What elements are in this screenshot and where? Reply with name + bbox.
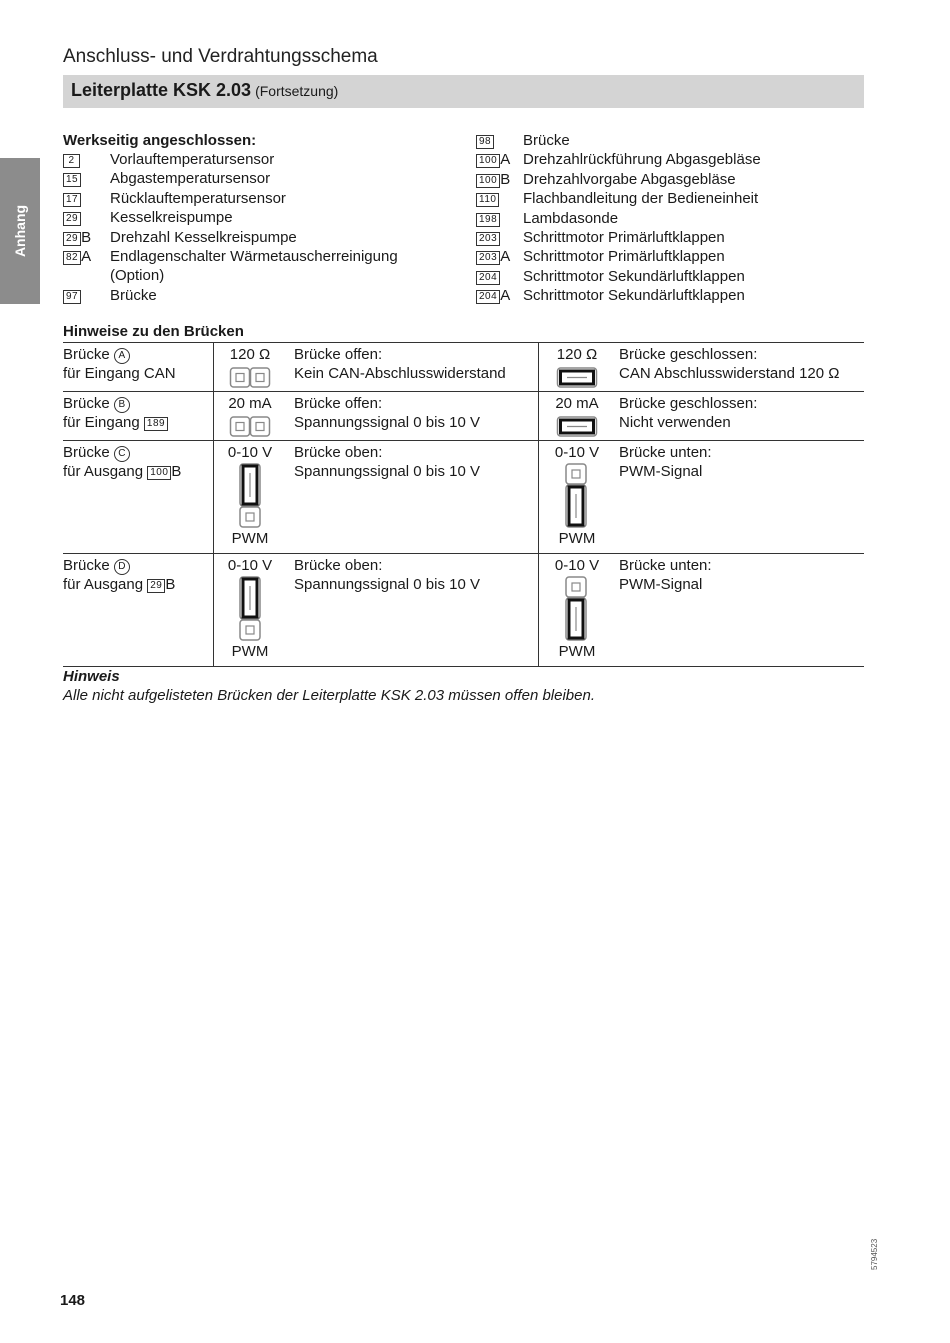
terminal-code: 97 [63,290,81,304]
table-row [63,553,864,667]
bridge-label [63,394,168,433]
bridge-name: Brücke [63,346,110,363]
terminal-code: 203 [476,232,500,246]
terminal-code: 110 [476,193,499,207]
list-item [63,266,473,285]
bridge-text-bottom: Brücke unten: PWM-Signal [619,557,712,594]
bridges-title: Hinweise zu den Brücken [63,323,244,340]
list-item [63,208,473,227]
bridge-name: Brücke [63,557,110,574]
list-item [63,247,473,266]
bridge-letter: A [114,348,130,364]
list-item-label: Rücklauftemperatursensor [110,189,286,207]
side-tab-label: Anhang [12,204,28,258]
jumper-bottom-icon [565,463,589,529]
list-item [476,267,876,286]
terminal-suffix: B [81,228,92,246]
list-item-label: Drehzahlrückführung Abgasgebläse [523,151,761,169]
list-item [63,286,473,305]
list-item [476,170,876,189]
bridge-letter: B [114,397,130,413]
jumper-open-icon [230,416,272,438]
bridge-label [63,556,175,595]
list-item [476,286,876,305]
bridge-value-bottom: 0-10 V [554,444,600,461]
list-item-label: Schrittmotor Sekundärluftklappen [523,267,745,285]
terminal-code: 17 [63,193,81,207]
bridges-table [63,342,864,667]
terminal-code: 198 [476,213,500,227]
terminal-code: 29 [63,212,81,226]
bridge-value-closed: 20 mA [555,395,599,412]
terminal-code: 15 [63,173,81,187]
bridge-purpose: für Eingang [63,414,140,432]
bridge-name: Brücke [63,444,110,461]
page-title: Anschluss- und Verdrahtungsschema [63,46,378,67]
bridge-value-top: 0-10 V [227,444,273,461]
terminal-code: 204 [476,271,500,285]
terminal-code: 203 [476,251,500,265]
list-item [476,150,876,169]
bridge-label [63,345,176,384]
bridge-letter: C [114,446,130,462]
terminal-code: 189 [144,417,168,431]
list-item [476,247,876,266]
list-item-label: Schrittmotor Sekundärluftklappen [523,287,745,305]
terminal-suffix: B [165,576,176,594]
terminal-code: 100 [476,174,500,188]
terminal-code: 29 [63,232,81,246]
section-title-note: (Fortsetzung) [255,83,339,99]
list-item-label: Lambdasonde [523,209,619,227]
bridge-label [63,443,181,482]
terminal-code: 2 [63,154,80,168]
bridge-purpose: für Ausgang [63,576,144,594]
list-item [476,131,876,150]
list-item [476,228,876,247]
list-item [63,150,473,169]
jumper-top-icon [239,576,263,642]
terminal-suffix: B [500,170,511,188]
list-item-label: Schrittmotor Primärluftklappen [523,229,725,247]
terminal-code: 82 [63,251,81,265]
bridge-text-bottom: Brücke unten: PWM-Signal [619,444,712,481]
terminal-code: 98 [476,135,494,149]
pwm-label: PWM [558,643,596,660]
bridge-value-top: 0-10 V [227,557,273,574]
table-row [63,342,864,391]
section-title-bar [63,75,864,108]
terminal-code: 29 [147,579,165,593]
list-item [476,189,876,208]
terminal-suffix: A [81,248,92,266]
bridge-text-top: Brücke oben: Spannungssignal 0 bis 10 V [294,557,480,594]
list-item-label: Endlagenschalter Wärmetauscherreinigung [110,248,398,266]
pwm-label: PWM [231,643,269,660]
terminal-suffix: A [500,287,511,305]
list-item-label: Brücke [523,132,570,149]
list-item [63,169,473,188]
section-title-main: Leiterplatte KSK 2.03 [71,80,252,100]
section-title [71,80,338,101]
bridge-text-top: Brücke oben: Spannungssignal 0 bis 10 V [294,444,480,481]
list-item-label: Kesselkreispumpe [110,209,233,227]
terminal-code: 100 [147,466,171,480]
terminal-code: 204 [476,290,500,304]
terminal-suffix: A [500,151,511,169]
list-item [476,209,876,228]
list-item-label: Flachbandleitung der Bedieneinheit [523,190,759,208]
pwm-label: PWM [558,530,596,547]
list-item-label: Drehzahl Kesselkreispumpe [110,228,297,246]
bridge-name: Brücke [63,395,110,412]
jumper-open-icon [230,367,272,389]
bridge-value-bottom: 0-10 V [554,557,600,574]
list-item-label: Abgastemperatursensor [110,170,271,188]
list-item-label: Brücke [110,286,157,304]
bridge-purpose: für Ausgang [63,463,144,481]
side-tab [0,158,40,304]
list-item [63,228,473,247]
jumper-closed-icon [557,416,599,438]
jumper-top-icon [239,463,263,529]
bridge-value-open: 120 Ω [229,346,271,363]
terminal-code: 100 [476,154,500,168]
bridge-value-open: 20 mA [228,395,272,412]
list-item-label: Schrittmotor Primärluftklappen [523,248,725,266]
factory-heading: Werkseitig angeschlossen: [63,132,257,149]
bridge-letter: D [114,559,130,575]
terminal-suffix: B [171,463,182,481]
table-row [63,391,864,440]
hint-text: Alle nicht aufgelisteten Brücken der Leiterplatte KSK 2.03 müssen offen bleiben. [63,687,595,704]
pwm-label: PWM [231,530,269,547]
list-item [63,189,473,208]
list-item-label: Drehzahlvorgabe Abgasgebläse [523,170,736,188]
bridge-text-closed: Brücke geschlossen: CAN Abschlusswiderstand 120 Ω [619,346,840,383]
hint-title: Hinweis [63,668,120,685]
bridge-value-closed: 120 Ω [556,346,598,363]
document-code: 5794523 [870,1238,879,1270]
bridge-purpose: für Eingang CAN [63,365,176,383]
list-item-label: Vorlauftemperatursensor [110,151,275,168]
list-item-label: (Option) [110,267,165,285]
terminal-suffix: A [500,248,511,266]
bridge-text-open: Brücke offen: Spannungssignal 0 bis 10 V [294,395,480,432]
jumper-bottom-icon [565,576,589,642]
jumper-closed-icon [557,367,599,389]
factory-list-left [63,131,473,305]
bridge-text-closed: Brücke geschlossen: Nicht verwenden [619,395,758,432]
factory-list-right [476,131,876,306]
page-number: 148 [60,1292,86,1309]
bridge-text-open: Brücke offen: Kein CAN-Abschlusswiderstand [294,346,506,383]
table-row [63,440,864,553]
